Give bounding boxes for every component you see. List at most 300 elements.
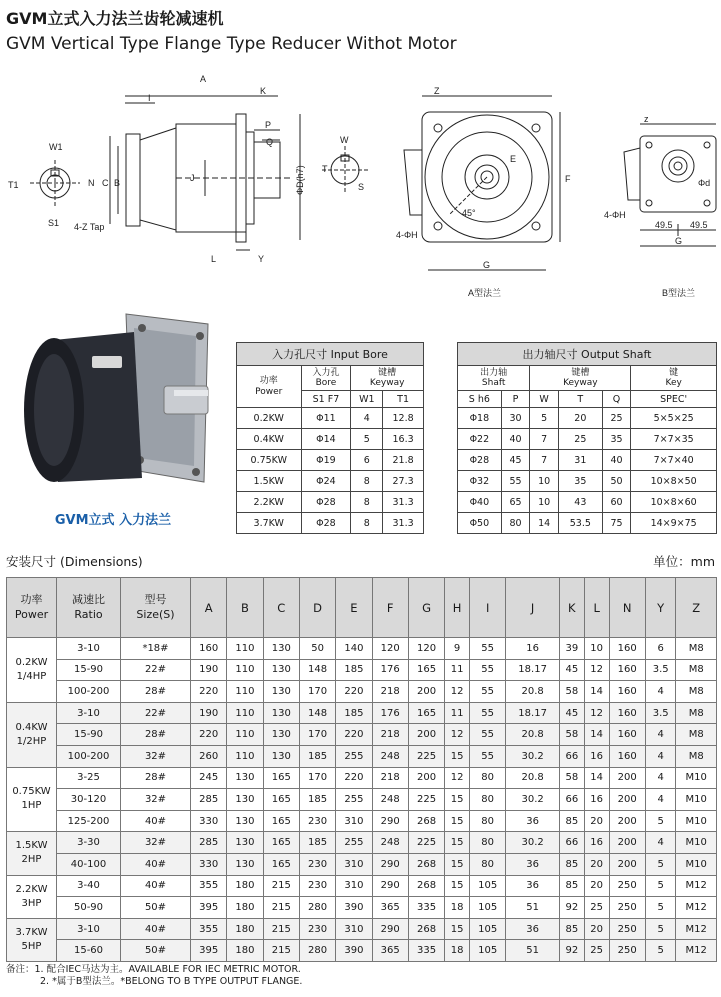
- dim-cell: 165: [263, 789, 299, 811]
- output-shaft-row: [458, 429, 717, 450]
- dim-cell: 365: [372, 897, 408, 919]
- dim-cell: 55: [470, 638, 506, 660]
- label-c: C: [102, 178, 109, 188]
- dim-cell: 218: [372, 681, 408, 703]
- dim-cell: 390: [336, 940, 372, 962]
- dim-cell: 85: [559, 853, 584, 875]
- dim-cell: 110: [227, 659, 263, 681]
- input-bore-cell: 5: [351, 429, 383, 450]
- dim-cell: 20: [584, 875, 609, 897]
- label-t1: T1: [8, 180, 19, 190]
- dim-cell: 40#: [121, 810, 191, 832]
- output-shaft-shaft-head: 出力轴 Shaft: [458, 366, 530, 391]
- dim-cell: 12: [445, 681, 470, 703]
- dim-cell: 268: [408, 853, 444, 875]
- dim-cell: 230: [299, 853, 335, 875]
- dim-cell: 5: [645, 940, 676, 962]
- dim-cell: 28#: [121, 724, 191, 746]
- output-shaft-cell: 55: [501, 471, 530, 492]
- dim-cell: 250: [609, 940, 645, 962]
- dim-power-cell: [7, 832, 57, 875]
- output-shaft-cell: 31: [558, 450, 602, 471]
- dim-cell: M12: [676, 875, 717, 897]
- dim-cell: 130: [263, 659, 299, 681]
- label-b-v2: 49.5: [690, 220, 708, 230]
- dim-head-col: Z: [676, 578, 717, 638]
- dim-cell: 105: [470, 918, 506, 940]
- dim-cell: 268: [408, 918, 444, 940]
- dim-row: [7, 853, 717, 875]
- dim-cell: 40-100: [57, 853, 121, 875]
- output-shaft-cell: Φ40: [458, 492, 502, 513]
- input-bore-bore-head: 入力孔 Bore: [301, 366, 351, 391]
- output-shaft-cell: Φ22: [458, 429, 502, 450]
- dim-cell: 6: [645, 638, 676, 660]
- dim-cell: 330: [191, 810, 227, 832]
- dim-cell: 165: [408, 659, 444, 681]
- dim-cell: M8: [676, 638, 717, 660]
- output-shaft-cell: 7: [530, 429, 559, 450]
- label-i: I: [148, 93, 151, 103]
- dim-power-cell: [7, 767, 57, 832]
- label-e: E: [510, 154, 517, 164]
- input-bore-cell: 6: [351, 450, 383, 471]
- dim-cell: 180: [227, 897, 263, 919]
- dim-cell: 110: [227, 724, 263, 746]
- output-shaft-cell: 35: [558, 471, 602, 492]
- dim-cell: 165: [263, 810, 299, 832]
- dim-cell: 160: [609, 659, 645, 681]
- dim-cell: 4: [645, 681, 676, 703]
- dim-row: [7, 940, 717, 962]
- label-y: Y: [258, 254, 265, 264]
- dim-cell: 170: [299, 724, 335, 746]
- input-bore-cell: 2.2KW: [237, 492, 302, 513]
- label-n: N: [88, 178, 95, 188]
- dim-cell: 4: [645, 745, 676, 767]
- dim-cell: 15-90: [57, 724, 121, 746]
- dim-cell: 290: [372, 875, 408, 897]
- dim-cell: 248: [372, 832, 408, 854]
- dim-cell: 51: [506, 897, 560, 919]
- dim-head-col: D: [299, 578, 335, 638]
- dim-cell: M8: [676, 702, 717, 724]
- dim-cell: 395: [191, 897, 227, 919]
- dim-power-hp: 1/4HP: [16, 670, 47, 682]
- dim-cell: 365: [372, 940, 408, 962]
- dim-cell: 3-10: [57, 702, 121, 724]
- dim-cell: 4: [645, 724, 676, 746]
- product-photo: [14, 310, 214, 500]
- label-s: S: [358, 182, 365, 192]
- dim-cell: 50-90: [57, 897, 121, 919]
- input-bore-power-head: 功率 Power: [237, 366, 302, 408]
- dimensions-table: [6, 577, 717, 962]
- dim-cell: 58: [559, 681, 584, 703]
- dim-head-col: H: [445, 578, 470, 638]
- dim-cell: 45: [559, 702, 584, 724]
- dim-cell: 39: [559, 638, 584, 660]
- dim-cell: 15: [445, 918, 470, 940]
- dim-cell: 310: [336, 918, 372, 940]
- input-bore-cell: 27.3: [383, 471, 424, 492]
- dim-cell: 55: [470, 724, 506, 746]
- output-shaft-cell: 25: [558, 429, 602, 450]
- input-bore-cell: Φ28: [301, 513, 351, 534]
- dim-cell: 218: [372, 724, 408, 746]
- dim-head-col: J: [506, 578, 560, 638]
- dim-cell: 110: [227, 638, 263, 660]
- output-shaft-cell: 10: [530, 492, 559, 513]
- dim-cell: 18.17: [506, 659, 560, 681]
- dim-cell: 11: [445, 702, 470, 724]
- dim-cell: 215: [263, 875, 299, 897]
- dim-row: [7, 832, 717, 854]
- label-b-holes: 4-ΦH: [604, 210, 626, 220]
- dim-cell: 200: [609, 853, 645, 875]
- input-bore-key-head: 键槽 Keyway: [351, 366, 424, 391]
- dim-cell: 3-40: [57, 875, 121, 897]
- dim-cell: 20: [584, 918, 609, 940]
- dim-cell: 180: [227, 875, 263, 897]
- dim-cell: 280: [299, 897, 335, 919]
- dim-cell: 130: [263, 745, 299, 767]
- dim-cell: 80: [470, 810, 506, 832]
- dim-cell: M10: [676, 853, 717, 875]
- caption-flange-b: B型法兰: [662, 288, 696, 298]
- dim-cell: 200: [408, 724, 444, 746]
- input-bore-cell: Φ28: [301, 492, 351, 513]
- title-english: GVM Vertical Type Flange Type Reducer Withot Motor: [6, 34, 457, 54]
- dim-cell: 220: [191, 681, 227, 703]
- dimensions-header-row: [7, 578, 717, 638]
- dim-power-hp: 5HP: [21, 940, 42, 952]
- dim-cell: 18.17: [506, 702, 560, 724]
- dim-cell: 148: [299, 702, 335, 724]
- dim-cell: 290: [372, 853, 408, 875]
- dim-cell: M10: [676, 789, 717, 811]
- label-t: T: [322, 164, 328, 174]
- dim-cell: 280: [299, 940, 335, 962]
- dim-cell: 14: [584, 724, 609, 746]
- dim-cell: M10: [676, 832, 717, 854]
- dim-cell: 30.2: [506, 832, 560, 854]
- input-bore-sub: S1 F7: [301, 391, 351, 408]
- dim-cell: 310: [336, 875, 372, 897]
- dim-row: [7, 810, 717, 832]
- dim-cell: 16: [584, 789, 609, 811]
- dim-cell: 255: [336, 745, 372, 767]
- input-bore-cell: 3.7KW: [237, 513, 302, 534]
- output-shaft-cell: 60: [602, 492, 631, 513]
- dim-power-cell: [7, 702, 57, 767]
- dim-cell: 30-120: [57, 789, 121, 811]
- dim-cell: 3-10: [57, 918, 121, 940]
- dim-cell: 200: [609, 832, 645, 854]
- dim-cell: 36: [506, 853, 560, 875]
- output-shaft-cell: 10: [530, 471, 559, 492]
- input-bore-rows: [237, 408, 424, 534]
- dim-cell: 230: [299, 918, 335, 940]
- input-bore-cell: 21.8: [383, 450, 424, 471]
- input-bore-table: [236, 342, 424, 534]
- dim-cell: 14: [584, 681, 609, 703]
- dim-power-hp: 3HP: [21, 897, 42, 909]
- label-b-d: Φd: [698, 178, 711, 188]
- dim-cell: 58: [559, 767, 584, 789]
- dim-cell: 130: [263, 702, 299, 724]
- dim-row: [7, 897, 717, 919]
- dim-cell: 36: [506, 810, 560, 832]
- dim-cell: 248: [372, 789, 408, 811]
- dim-cell: 15: [445, 875, 470, 897]
- dim-cell: 120: [408, 638, 444, 660]
- dim-cell: 160: [609, 638, 645, 660]
- dim-cell: 58: [559, 724, 584, 746]
- dim-cell: 5: [645, 918, 676, 940]
- dim-cell: 220: [336, 767, 372, 789]
- dim-cell: 55: [470, 702, 506, 724]
- output-shaft-table: [457, 342, 717, 534]
- dim-cell: 268: [408, 875, 444, 897]
- dim-cell: 40#: [121, 875, 191, 897]
- dim-cell: 66: [559, 789, 584, 811]
- dim-power-kw: 3.7KW: [15, 926, 48, 938]
- output-shaft-cell: 14×9×75: [631, 513, 717, 534]
- dim-row: [7, 659, 717, 681]
- dim-cell: 16: [584, 832, 609, 854]
- dim-power-cell: [7, 638, 57, 703]
- dim-cell: 180: [227, 918, 263, 940]
- output-shaft-key-head: 键槽 Keyway: [530, 366, 631, 391]
- dim-cell: M10: [676, 810, 717, 832]
- dim-cell: 185: [299, 789, 335, 811]
- dim-cell: 220: [336, 681, 372, 703]
- dim-cell: 18: [445, 897, 470, 919]
- dim-power-kw: 2.2KW: [15, 883, 48, 895]
- dim-cell: 80: [470, 853, 506, 875]
- dim-row: [7, 638, 717, 660]
- dim-cell: M12: [676, 918, 717, 940]
- dim-cell: 100-200: [57, 681, 121, 703]
- dim-cell: 130: [227, 789, 263, 811]
- dim-cell: M12: [676, 897, 717, 919]
- dim-cell: 3.5: [645, 702, 676, 724]
- dim-cell: *18#: [121, 638, 191, 660]
- dim-cell: 190: [191, 702, 227, 724]
- dim-cell: 30.2: [506, 745, 560, 767]
- dimensions-label: 安装尺寸 (Dimensions): [6, 554, 143, 569]
- dim-cell: 15: [445, 853, 470, 875]
- technical-drawing: [0, 60, 721, 310]
- dim-cell: 12: [445, 724, 470, 746]
- dim-cell: 15: [445, 810, 470, 832]
- dim-cell: 245: [191, 767, 227, 789]
- dim-cell: 220: [191, 724, 227, 746]
- input-bore-cell: 8: [351, 513, 383, 534]
- dim-cell: 355: [191, 918, 227, 940]
- output-shaft-cell: 40: [501, 429, 530, 450]
- dim-cell: 130: [263, 681, 299, 703]
- dim-cell: 160: [609, 702, 645, 724]
- dim-cell: 15: [445, 789, 470, 811]
- dim-cell: 105: [470, 875, 506, 897]
- dim-cell: 55: [470, 681, 506, 703]
- output-shaft-cell: 7×7×40: [631, 450, 717, 471]
- dim-cell: 185: [299, 745, 335, 767]
- dim-cell: M12: [676, 940, 717, 962]
- dim-cell: 165: [263, 853, 299, 875]
- dim-cell: 28#: [121, 767, 191, 789]
- dim-cell: 5: [645, 810, 676, 832]
- title-chinese: GVM立式入力法兰齿轮减速机: [6, 9, 224, 28]
- dim-cell: 185: [336, 659, 372, 681]
- dim-cell: 40#: [121, 918, 191, 940]
- dim-cell: 120: [372, 638, 408, 660]
- input-bore-cell: 0.75KW: [237, 450, 302, 471]
- input-bore-row: [237, 408, 424, 429]
- output-shaft-subhead-cell: Q: [602, 391, 631, 408]
- dim-cell: 110: [227, 702, 263, 724]
- dim-cell: 105: [470, 940, 506, 962]
- dim-power-kw: 0.4KW: [15, 721, 48, 733]
- dim-cell: 15: [445, 832, 470, 854]
- dim-cell: 335: [408, 940, 444, 962]
- dim-head-col: Y: [645, 578, 676, 638]
- dim-cell: 80: [470, 832, 506, 854]
- dim-cell: 290: [372, 810, 408, 832]
- dim-cell: 10: [584, 638, 609, 660]
- dim-cell: 160: [609, 724, 645, 746]
- dim-head-col: A: [191, 578, 227, 638]
- dim-cell: 4: [645, 832, 676, 854]
- output-shaft-cell: 35: [602, 429, 631, 450]
- label-q: Q: [266, 137, 274, 147]
- dim-cell: 32#: [121, 832, 191, 854]
- label-f: F: [565, 174, 571, 184]
- dim-cell: 110: [227, 745, 263, 767]
- output-shaft-cell: Φ50: [458, 513, 502, 534]
- label-p: P: [265, 120, 272, 130]
- output-shaft-cell: 80: [501, 513, 530, 534]
- output-shaft-row: [458, 471, 717, 492]
- dim-cell: 3-30: [57, 832, 121, 854]
- output-shaft-cell: 53.5: [558, 513, 602, 534]
- dim-power-kw: 0.75KW: [12, 786, 51, 798]
- input-bore-cell: 16.3: [383, 429, 424, 450]
- dim-cell: 16: [506, 638, 560, 660]
- dim-cell: 160: [609, 745, 645, 767]
- dim-cell: 260: [191, 745, 227, 767]
- label-j: J: [190, 173, 195, 183]
- dim-row: [7, 789, 717, 811]
- dim-cell: 50#: [121, 897, 191, 919]
- dim-cell: 130: [227, 810, 263, 832]
- input-bore-cell: 0.2KW: [237, 408, 302, 429]
- dim-cell: 180: [227, 940, 263, 962]
- dim-cell: 28#: [121, 681, 191, 703]
- label-z: Z: [434, 86, 440, 96]
- dim-cell: 16: [584, 745, 609, 767]
- input-bore-cell: 4: [351, 408, 383, 429]
- dim-cell: 20.8: [506, 681, 560, 703]
- dim-cell: 110: [227, 681, 263, 703]
- output-shaft-cell: 43: [558, 492, 602, 513]
- input-bore-cell: 31.3: [383, 492, 424, 513]
- label-g: G: [483, 260, 491, 270]
- dim-cell: 160: [609, 681, 645, 703]
- dim-power-kw: 0.2KW: [15, 656, 48, 668]
- output-shaft-subhead-cell: P: [501, 391, 530, 408]
- dim-cell: 66: [559, 745, 584, 767]
- dim-cell: 20: [584, 853, 609, 875]
- label-w1: W1: [49, 142, 63, 152]
- dim-cell: 40#: [121, 853, 191, 875]
- dim-row: [7, 681, 717, 703]
- label-b-z: z: [644, 114, 649, 124]
- note-line-2: 2. *属于B型法兰。*BELONG TO B TYPE OUTPUT FLANGE.: [40, 976, 303, 988]
- dim-cell: 25: [584, 940, 609, 962]
- dim-cell: 225: [408, 832, 444, 854]
- dim-head-col: L: [584, 578, 609, 638]
- dim-cell: 220: [336, 724, 372, 746]
- input-bore-cell: Φ14: [301, 429, 351, 450]
- dim-head-col: I: [470, 578, 506, 638]
- label-d: ΦD(h7): [295, 165, 305, 195]
- dim-cell: M10: [676, 767, 717, 789]
- output-shaft-cell: 7×7×35: [631, 429, 717, 450]
- dim-head-col: N: [609, 578, 645, 638]
- output-shaft-title: 出力轴尺寸 Output Shaft: [458, 343, 717, 366]
- dim-cell: 165: [263, 832, 299, 854]
- dim-cell: 130: [263, 724, 299, 746]
- dim-cell: 51: [506, 940, 560, 962]
- input-bore-t1: T1: [383, 391, 424, 408]
- dim-cell: 176: [372, 659, 408, 681]
- output-shaft-row: [458, 513, 717, 534]
- dim-cell: 148: [299, 659, 335, 681]
- input-bore-cell: Φ24: [301, 471, 351, 492]
- label-s1: S1: [48, 218, 60, 228]
- output-shaft-cell: Φ18: [458, 408, 502, 429]
- dim-cell: 36: [506, 918, 560, 940]
- dim-power-cell: [7, 875, 57, 918]
- dim-cell: 250: [609, 918, 645, 940]
- dim-cell: 176: [372, 702, 408, 724]
- notes: [6, 964, 302, 989]
- output-shaft-cell: 50: [602, 471, 631, 492]
- dim-cell: 12: [584, 659, 609, 681]
- input-bore-cell: Φ11: [301, 408, 351, 429]
- dim-cell: 80: [470, 767, 506, 789]
- label-tap: 4-Z Tap: [74, 222, 105, 232]
- dim-cell: 185: [336, 702, 372, 724]
- dim-cell: M8: [676, 745, 717, 767]
- label-b-g: G: [675, 236, 683, 246]
- input-bore-row: [237, 492, 424, 513]
- output-shaft-cell: 25: [602, 408, 631, 429]
- dim-cell: 225: [408, 745, 444, 767]
- dim-cell: 200: [609, 789, 645, 811]
- dim-cell: 50#: [121, 940, 191, 962]
- dim-head-ratio: 减速比 Ratio: [57, 578, 121, 638]
- caption-flange-a: A型法兰: [468, 288, 502, 298]
- dim-cell: 310: [336, 810, 372, 832]
- label-holes: 4-ΦH: [396, 230, 418, 240]
- dim-cell: 32#: [121, 745, 191, 767]
- photo-caption: GVM立式 入力法兰: [54, 513, 172, 528]
- dim-cell: 85: [559, 918, 584, 940]
